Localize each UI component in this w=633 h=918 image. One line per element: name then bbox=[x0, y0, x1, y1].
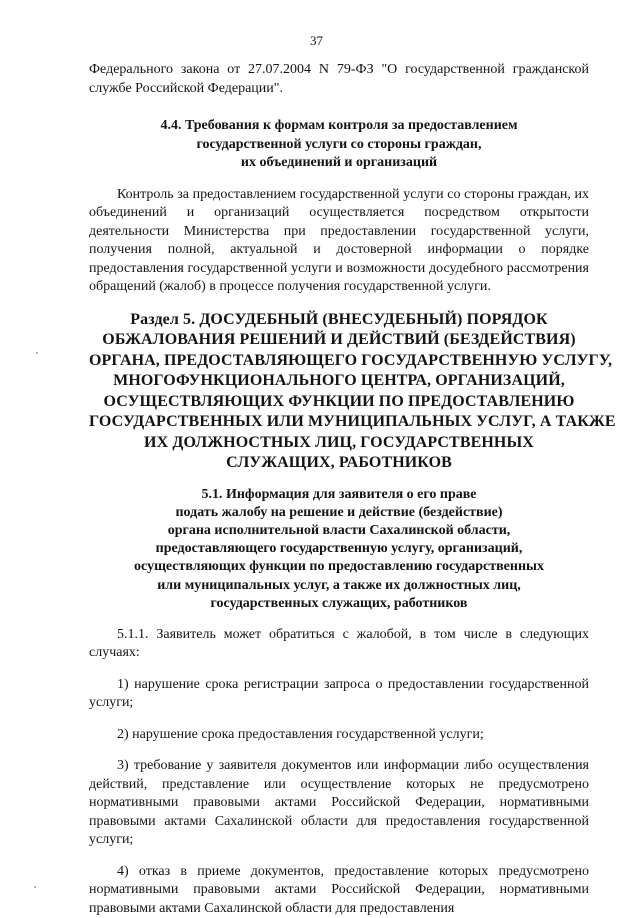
title-line: ГОСУДАРСТВЕННЫХ ИЛИ МУНИЦИПАЛЬНЫХ УСЛУГ, А ТАКЖЕ bbox=[89, 413, 616, 430]
title-line: СЛУЖАЩИХ, РАБОТНИКОВ bbox=[226, 454, 452, 471]
list-item-2: 2) нарушение срока предоставления государственной услуги; bbox=[117, 726, 484, 742]
section-4-4-paragraph: Контроль за предоставлением государственной услуги со стороны граждан, их объединений и организаций осуществляется посредством открытости деятельности Министерства при предоставлении государственной услуги, получения полной, актуальной и достоверной информации о порядке предоставления государственной услуги и возможности досудебного рассмотрения обращений (жалоб) в процессе получения государственной услуги. bbox=[89, 186, 589, 294]
page-number: 37 bbox=[310, 33, 323, 48]
list-item-1: 1) нарушение срока регистрации запроса о предоставлении государственной услуги; bbox=[89, 676, 589, 711]
heading-line: осуществляющих функции по предоставлению государственных bbox=[134, 559, 544, 575]
title-line: ОБЖАЛОВАНИЯ РЕШЕНИЙ И ДЕЙСТВИЙ (БЕЗДЕЙСТВИЯ) bbox=[102, 331, 576, 348]
page-content bbox=[89, 61, 616, 918]
title-line: Раздел 5. ДОСУДЕБНЫЙ (ВНЕСУДЕБНЫЙ) ПОРЯДОК bbox=[130, 310, 548, 328]
heading-line: подать жалобу на решение и действие (бездействие) bbox=[175, 504, 503, 520]
heading-line: 5.1. Информация для заявителя о его праве bbox=[201, 486, 477, 502]
list-item-3: 3) требование у заявителя документов или информации либо осуществления действий, представление или осуществление которых не предусмотрено нормативными правовыми актами Российской Федерации, нормативными правовыми актами Сахалинской области для предоставления государственной услуги; bbox=[89, 758, 589, 848]
title-line: МНОГОФУНКЦИОНАЛЬНОГО ЦЕНТРА, ОРГАНИЗАЦИЙ, bbox=[113, 372, 565, 389]
section-5-1-heading bbox=[89, 486, 589, 613]
section-5-title bbox=[89, 310, 616, 474]
intro-paragraph: Федерального закона от 27.07.2004 N 79-ФЗ "О государственной гражданской службе Российской Федерации". bbox=[89, 62, 589, 96]
list-item-4: 4) отказ в приеме документов, предоставление которых предусмотрено нормативными правовыми актами Российской Федерации, нормативными правовыми актами Сахалинской области для предоставления bbox=[89, 863, 589, 916]
heading-line: предоставляющего государственную услугу, организаций, bbox=[155, 541, 523, 557]
scan-speck bbox=[36, 352, 38, 354]
heading-line: их объединений и организаций bbox=[240, 155, 438, 170]
section-4-4-heading bbox=[89, 117, 589, 173]
scan-speck bbox=[34, 886, 36, 888]
heading-line: государственных служащих, работников bbox=[210, 595, 468, 611]
title-line: ОСУЩЕСТВЛЯЮЩИХ ФУНКЦИИ ПО ПРЕДОСТАВЛЕНИЮ bbox=[103, 392, 575, 410]
paragraph-5-1-1: 5.1.1. Заявитель может обратиться с жалобой, в том числе в следующих случаях: bbox=[89, 626, 589, 661]
title-line: ОРГАНА, ПРЕДОСТАВЛЯЮЩЕГО ГОСУДАРСТВЕННУЮ УСЛУГУ, bbox=[89, 351, 613, 369]
heading-line: или муниципальных услуг, а также их должностных лиц, bbox=[157, 577, 521, 593]
title-line: ИХ ДОЛЖНОСТНЫХ ЛИЦ, ГОСУДАРСТВЕННЫХ bbox=[144, 433, 534, 451]
heading-line: 4.4. Требования к формам контроля за предоставлением bbox=[160, 118, 518, 133]
heading-line: органа исполнительной власти Сахалинской области, bbox=[167, 522, 511, 538]
heading-line: государственной услуги со стороны граждан, bbox=[196, 136, 482, 152]
